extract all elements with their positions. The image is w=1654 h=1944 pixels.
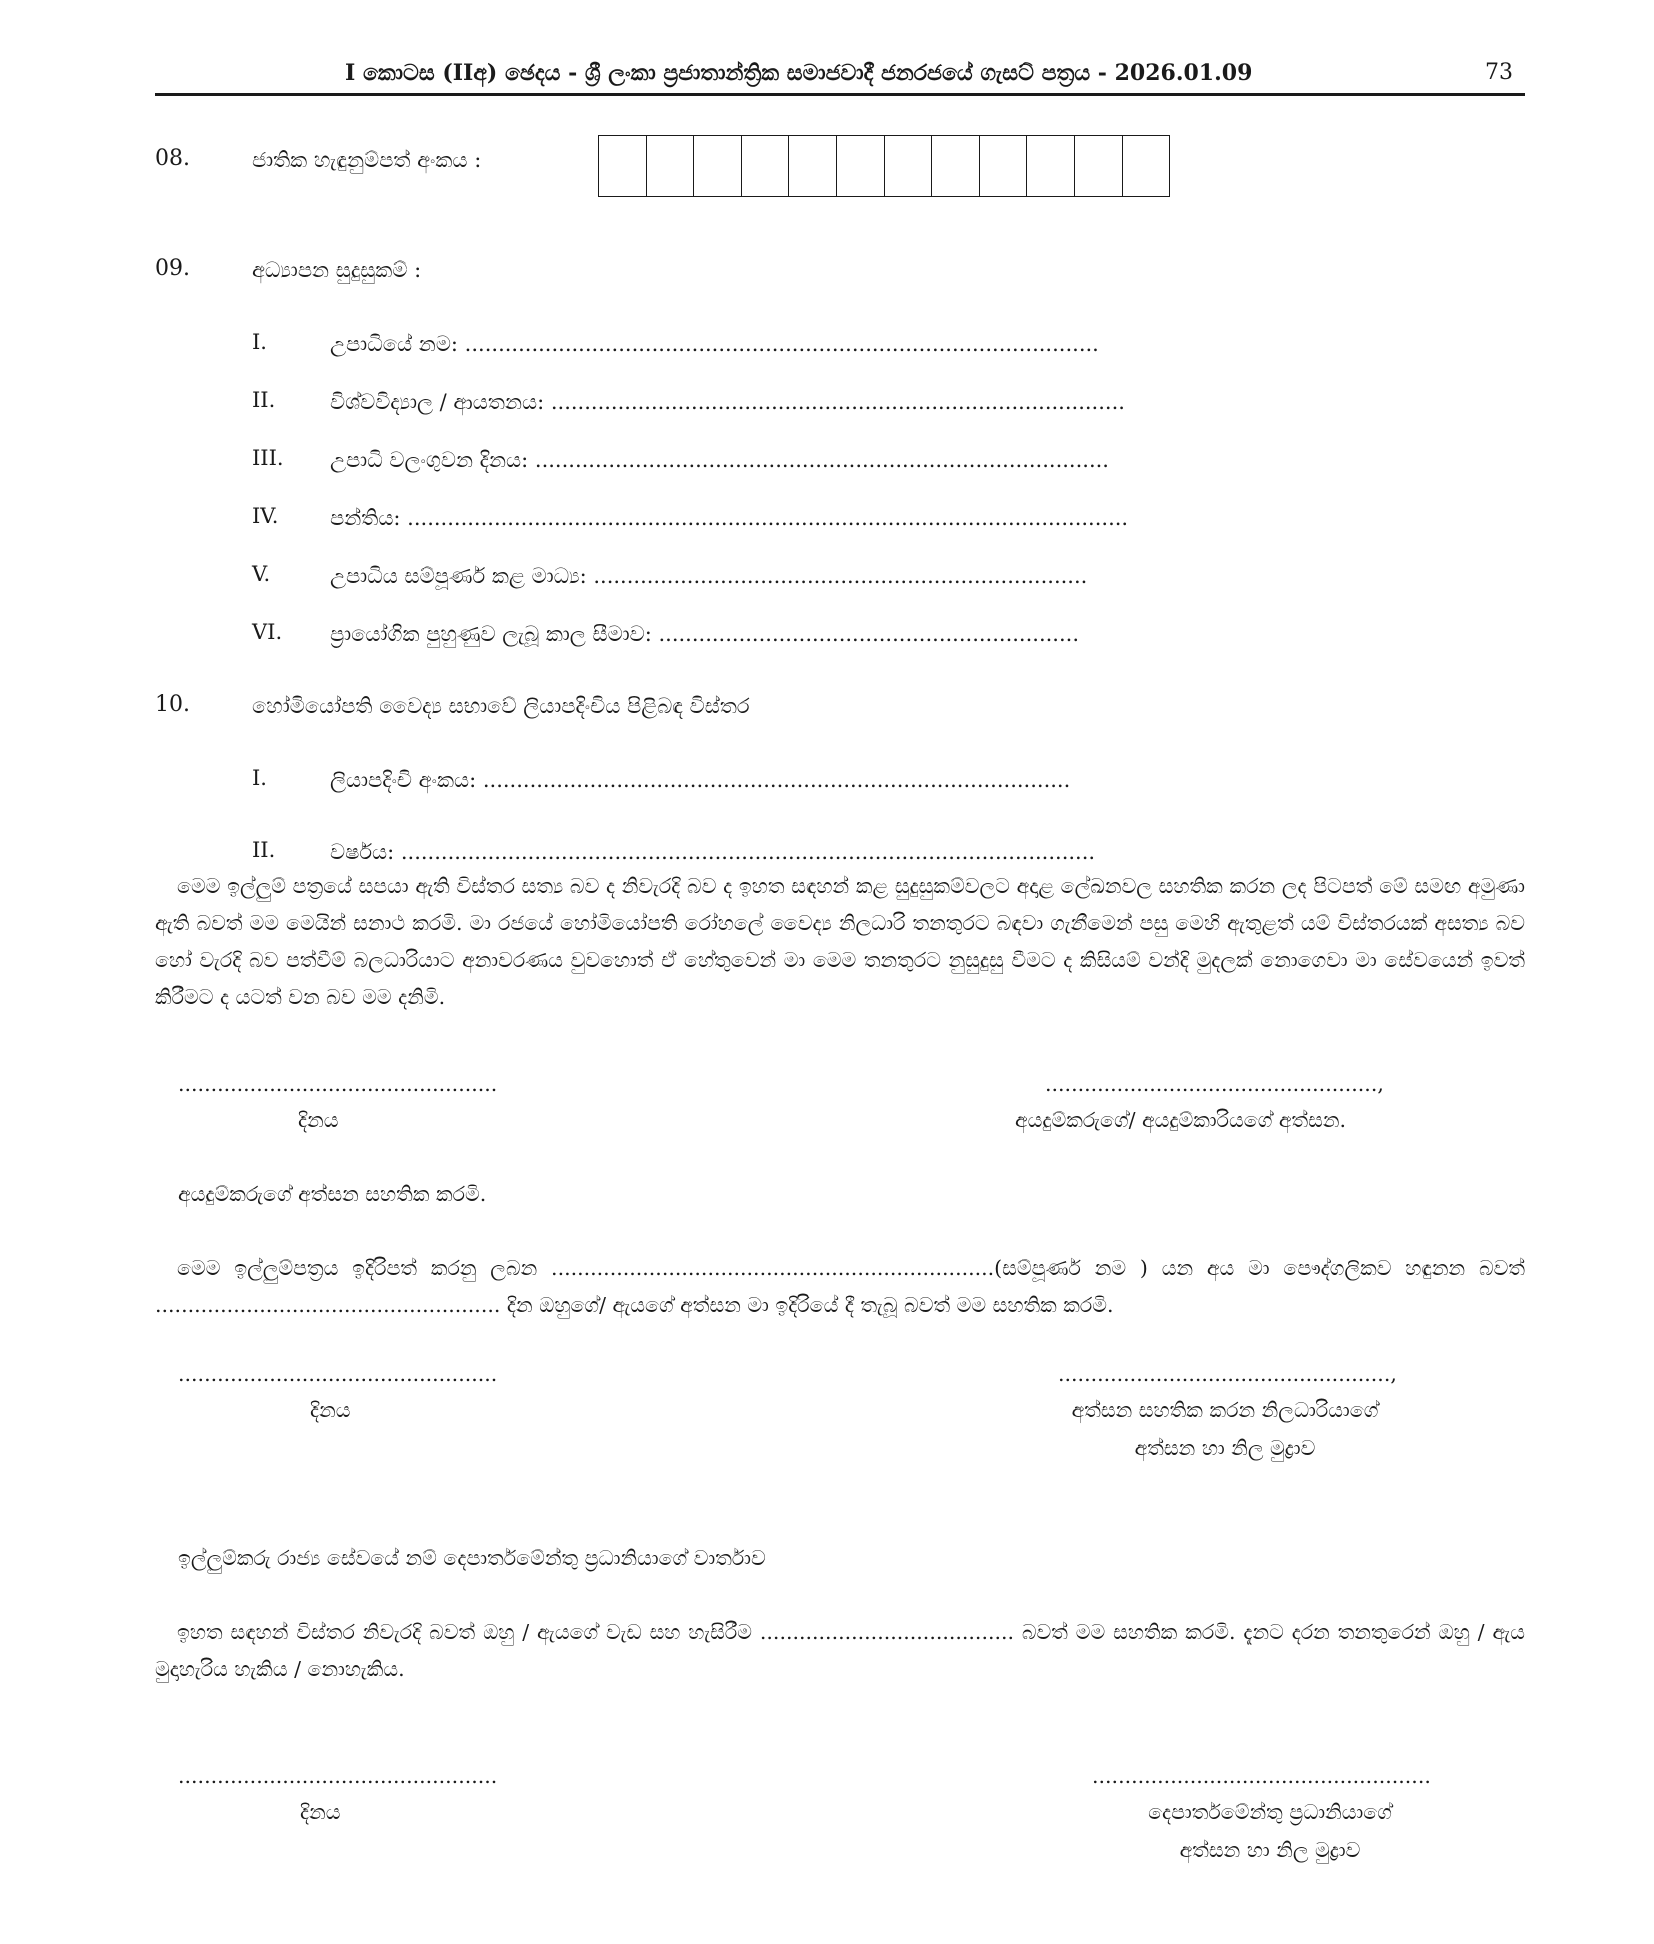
- nic-digit-box[interactable]: [1123, 136, 1171, 196]
- qualification-roman: I.: [252, 330, 267, 354]
- registration-roman: II.: [252, 838, 276, 862]
- qualification-roman: III.: [252, 446, 284, 470]
- certifier-seal-label: අත්සන හා නිල මුද්‍රාව: [1134, 1436, 1316, 1460]
- nic-number-boxes[interactable]: [598, 135, 1170, 197]
- dept-head-report-heading: ඉල්ලුම්කරු රාජ්‍ය සේවයේ නම් දෙපාර්තමේන්තු ප්‍රධානියාගේ වාර්තාව: [178, 1546, 766, 1570]
- applicant-date-line[interactable]: .................................................: [178, 1072, 498, 1096]
- nic-digit-box[interactable]: [742, 136, 790, 196]
- nic-digit-box[interactable]: [789, 136, 837, 196]
- page-number: 73: [1485, 60, 1513, 85]
- applicant-signature-line[interactable]: ...................................................,: [1045, 1072, 1384, 1096]
- degree-name-field[interactable]: උපාධියේ නම: ...............................................................................................: [330, 332, 1099, 356]
- nic-digit-box[interactable]: [932, 136, 980, 196]
- dept-head-date-line[interactable]: .................................................: [178, 1764, 498, 1788]
- certifier-signature-line[interactable]: ...................................................,: [1058, 1362, 1397, 1386]
- dept-head-signature-label: දෙපාර්තමේන්තු ප්‍රධානියාගේ: [1148, 1800, 1392, 1824]
- training-period-field[interactable]: ප්‍රායෝගික පුහුණුව ලැබූ කාල සීමාව: ...............................................................: [330, 622, 1080, 646]
- registration-year-field[interactable]: වර්ෂය: ........................................................................................................: [330, 840, 1096, 864]
- certify-paragraph: මෙම ඉල්ලුම්පත්‍රය ඉදිරිපත් කරනු ලබන ....................................................................(සම්පූර්ණ නම ) යන අය මා පෞද්ගලිකව හඳුනන බවත් ..................................................... දින ඔහුගේ/ ඇයගේ අත්සන මා ඉදිරියේ දී තැබූ බවත් මම සහතික කරමි.: [155, 1256, 1525, 1317]
- certifier-date-label: දිනය: [310, 1398, 351, 1422]
- header-rule: [155, 93, 1525, 96]
- qualification-roman: IV.: [252, 504, 279, 528]
- dept-head-seal-label: අත්සන හා නිල මුද්‍රාව: [1179, 1838, 1361, 1862]
- dept-head-report-paragraph: ඉහත සඳහන් විස්තර නිවැරදි බවත් ඔහු / ඇයගේ වැඩ සහ හැසිරීම ....................................... බවත් මම සහතික කරමි. දැනට දරන තනතුරෙන් ඔහු / ඇය මුදාහැරිය හැකිය / නොහැකිය.: [155, 1620, 1525, 1681]
- applicant-signature-label: අයදුම්කරුගේ/ අයදුම්කාරියගේ අත්සන.: [1015, 1108, 1347, 1132]
- dept-head-signature-line[interactable]: ....................................................: [1092, 1764, 1431, 1788]
- nic-digit-box[interactable]: [885, 136, 933, 196]
- item-08-number: 08.: [155, 146, 190, 171]
- registration-details-label: හෝමියෝපති වෛද්‍ය සභාවේ ලියාපදිංචිය පිළිබඳ විස්තර: [252, 694, 750, 718]
- nic-digit-box[interactable]: [599, 136, 647, 196]
- page-header: [155, 56, 1525, 96]
- university-field[interactable]: විශ්වවිද්‍යාල / ආයතනය: ......................................................................................: [330, 390, 1125, 414]
- nic-label: ජාතික හැඳුනුම්පත් අංකය :: [252, 148, 482, 172]
- applicant-date-label: දිනය: [298, 1108, 339, 1132]
- declaration-paragraph: මෙම ඉල්ලුම් පත්‍රයේ සපයා ඇති විස්තර සත්‍ය බව ද නිවැරදි බව ද ඉහත සඳහන් කළ සුදුසුකම්වලට අදාළ ලේඛනවල සහතික කරන ලද පිටපත් මේ සමඟ අමුණා ඇති බවත් මම මෙයින් සනාථ කරමි. මා රජයේ හෝමියෝපති රෝහලේ වෛද්‍ය නිලධාරි තනතුරට බඳවා ගැනීමෙන් පසු මෙහි ඇතුළත් යම් විස්තරයක් අසත්‍ය බව හෝ වැරදි බව පත්වීම් බලධාරියාට අනාවරණය වුවහොත් ඒ හේතුවෙන් මා මෙම තනතුරට නුසුදුසු වීමට ද කිසියම් වන්දි මුදලක් නොගෙවා මා සේවයෙන් ඉවත් කිරීමට ද යටත් වන බව මම දනිමි.: [155, 874, 1525, 1009]
- nic-digit-box[interactable]: [1075, 136, 1123, 196]
- nic-digit-box[interactable]: [694, 136, 742, 196]
- nic-digit-box[interactable]: [1027, 136, 1075, 196]
- degree-effective-date-field[interactable]: උපාධි වලංගුවන දිනය: ......................................................................................: [330, 448, 1109, 472]
- registration-roman: I.: [252, 766, 267, 790]
- nic-digit-box[interactable]: [647, 136, 695, 196]
- education-qualifications-label: අධ්‍යාපන සුදුසුකම් :: [252, 258, 422, 282]
- item-09-number: 09.: [155, 256, 190, 281]
- qualification-roman: V.: [252, 562, 271, 586]
- nic-digit-box[interactable]: [980, 136, 1028, 196]
- qualification-roman: II.: [252, 388, 276, 412]
- class-field[interactable]: පන්තිය: ............................................................................................................: [330, 506, 1129, 530]
- gazette-title: I කොටස (IIඅ) ඡෙදය - ශ්‍රී ලංකා ප්‍රජාතාන්ත්‍රික සමාජවාදී ජනරජයේ ගැසට් පත්‍රය - 2026.01.09: [345, 60, 1253, 86]
- certifier-date-line[interactable]: .................................................: [178, 1362, 498, 1386]
- item-10-number: 10.: [155, 692, 190, 717]
- dept-head-date-label: දිනය: [300, 1800, 341, 1824]
- degree-medium-field[interactable]: උපාධිය සම්පූර්ණ කළ මාධ්‍ය: ..........................................................................: [330, 564, 1088, 588]
- registration-number-field[interactable]: ලියාපදිංචි අංකය: ........................................................................................: [330, 768, 1071, 792]
- certify-heading: අයදුම්කරුගේ අත්සන සහතික කරමි.: [178, 1182, 487, 1206]
- qualification-roman: VI.: [252, 620, 283, 644]
- nic-digit-box[interactable]: [837, 136, 885, 196]
- certifier-signature-label: අත්සන සහතික කරන නිලධාරියාගේ: [1071, 1398, 1379, 1422]
